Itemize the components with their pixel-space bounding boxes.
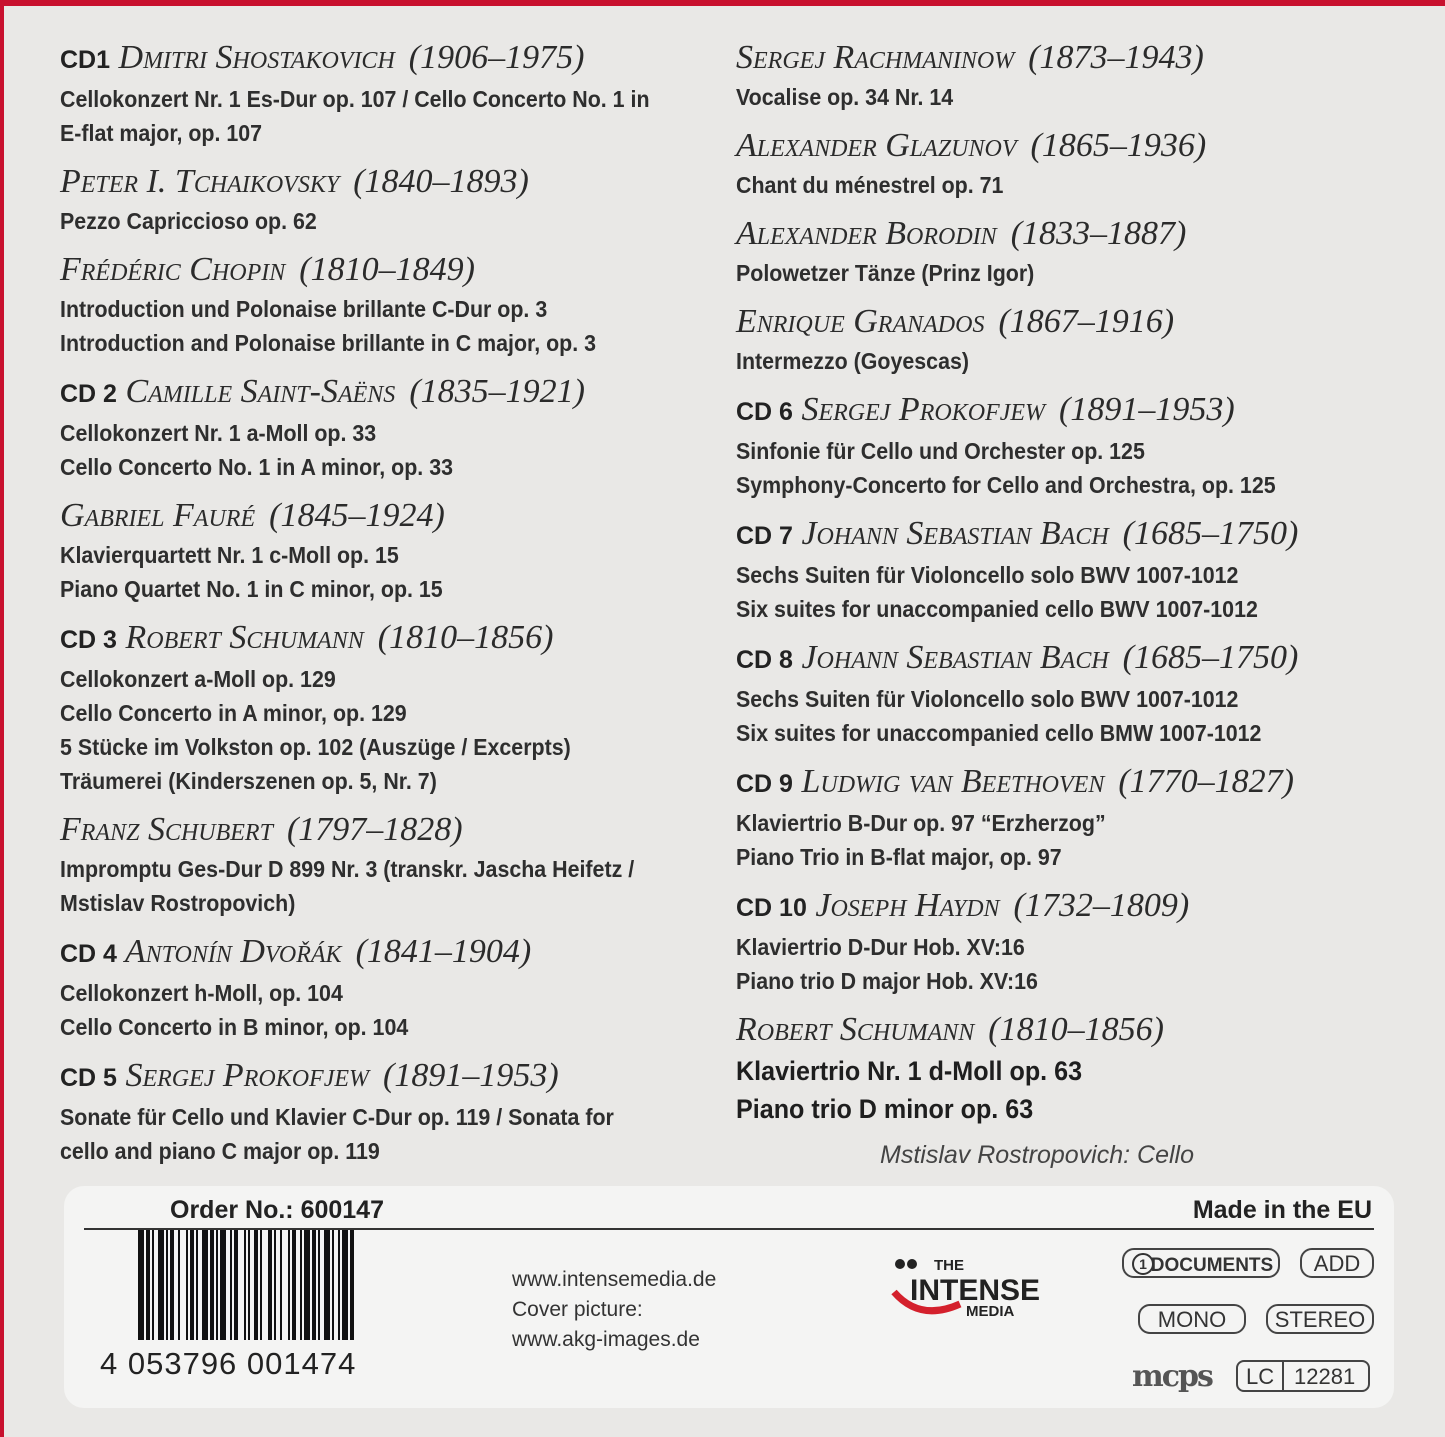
- composer-heading: [736, 388, 1426, 434]
- composer-name: Joseph Haydn: [815, 887, 1000, 924]
- composer-years: (1891–1953): [1059, 391, 1235, 428]
- composer-years: (1906–1975): [408, 39, 585, 76]
- barcode-bar: [318, 1230, 320, 1340]
- composer-years: (1685–1750): [1122, 639, 1299, 676]
- cd-entry: [736, 1008, 1426, 1128]
- logo-media-text: MEDIA: [966, 1303, 1015, 1320]
- barcode-bar: [190, 1230, 194, 1340]
- cd-number: CD 8: [736, 646, 793, 674]
- barcode-bar: [248, 1230, 250, 1340]
- barcode-bar: [166, 1230, 168, 1340]
- barcode-bar: [292, 1230, 296, 1340]
- composer-years: (1873–1943): [1028, 39, 1204, 76]
- cd-entry: [736, 124, 1426, 202]
- composer-heading: [736, 124, 1426, 168]
- cd-entry: [60, 1054, 720, 1168]
- work-title: Klaviertrio D-Dur Hob. XV:16: [736, 934, 1025, 960]
- cd-number: CD 4: [60, 940, 117, 968]
- composer-years: (1770–1827): [1118, 763, 1294, 800]
- tracklist-right: [736, 36, 1426, 1172]
- barcode-bar: [260, 1230, 262, 1340]
- composer-years: (1810–1856): [988, 1011, 1164, 1048]
- composer-heading: [736, 1008, 1426, 1052]
- logo-the-text: THE: [934, 1257, 964, 1274]
- documents-icon: 1: [1132, 1253, 1154, 1275]
- composer-years: (1810–1856): [377, 619, 554, 656]
- composer-heading: [60, 616, 720, 662]
- composer-years: (1835–1921): [409, 373, 585, 410]
- composer-years: (1810–1849): [299, 251, 475, 288]
- barcode-bar: [158, 1230, 164, 1340]
- cover-picture-label: Cover picture:: [512, 1298, 643, 1321]
- work-title: Piano Quartet No. 1 in C minor, op. 15: [60, 576, 443, 602]
- cd-entry: [60, 616, 720, 798]
- documents-label: DOCUMENTS: [1150, 1255, 1274, 1276]
- composer-years: (1732–1809): [1013, 887, 1190, 924]
- label-code: [1236, 1360, 1370, 1392]
- composer-heading: [736, 300, 1426, 344]
- barcode-bar: [210, 1230, 214, 1340]
- made-in-label: Made in the EU: [1192, 1196, 1372, 1224]
- work-title: cello and piano C major op. 119: [60, 1138, 380, 1164]
- barcode-bar: [196, 1230, 198, 1340]
- barcode-bar: [244, 1230, 246, 1340]
- lc-number: 12281: [1294, 1364, 1356, 1389]
- composer-name: Johann Sebastian Bach: [801, 639, 1109, 676]
- composer-name: Johann Sebastian Bach: [801, 515, 1109, 552]
- barcode-bar: [234, 1230, 238, 1340]
- work-title: Piano Trio in B-flat major, op. 97: [736, 844, 1062, 870]
- barcode-bar: [268, 1230, 272, 1340]
- barcode-bar: [312, 1230, 316, 1340]
- cd-entry: [736, 36, 1426, 114]
- composer-heading: [736, 760, 1426, 806]
- work-title: Six suites for unaccompanied cello BWV 1007-1012: [736, 596, 1258, 622]
- stereo-badge: STEREO: [1266, 1304, 1374, 1334]
- work-title: Sechs Suiten für Violoncello solo BWV 1007-1012: [736, 562, 1239, 588]
- barcode-bar: [288, 1230, 290, 1340]
- composer-heading: [736, 884, 1426, 930]
- documents-badge: [1122, 1248, 1280, 1278]
- cd-entry: [60, 248, 720, 360]
- barcode-bar: [152, 1230, 154, 1340]
- mcps-logo: mcps: [1132, 1359, 1212, 1394]
- cd-entry: [60, 370, 720, 484]
- cd-entry: [736, 388, 1426, 502]
- composer-name: Robert Schumann: [736, 1011, 975, 1048]
- work-title: Klaviertrio Nr. 1 d-Moll op. 63: [736, 1056, 1083, 1086]
- work-title: Pezzo Capriccioso op. 62: [60, 208, 317, 234]
- composer-heading: [60, 808, 720, 852]
- composer-name: Sergej Rachmaninow: [736, 39, 1015, 76]
- cd-entry: [736, 760, 1426, 874]
- work-title: Klaviertrio B-Dur op. 97 “Erzherzog”: [736, 810, 1106, 836]
- composer-years: (1840–1893): [353, 163, 529, 200]
- composer-name: Antonín Dvořák: [124, 933, 342, 970]
- composer-name: Frédéric Chopin: [60, 251, 286, 288]
- cd-number: CD 3: [60, 626, 117, 654]
- composer-name: Sergej Prokofjew: [801, 391, 1045, 428]
- composer-heading: [60, 930, 720, 976]
- work-title: Klavierquartett Nr. 1 c-Moll op. 15: [60, 542, 399, 568]
- cd-entry: [60, 808, 720, 920]
- composer-years: (1833–1887): [1010, 215, 1187, 252]
- barcode-bar: [230, 1230, 232, 1340]
- composer-name: Gabriel Fauré: [60, 497, 256, 534]
- work-title: Cello Concerto in B minor, op. 104: [60, 1014, 409, 1040]
- lc-label: LC: [1246, 1364, 1275, 1389]
- barcode-bar: [170, 1230, 174, 1340]
- composer-name: Peter I. Tchaikovsky: [60, 163, 340, 200]
- composer-heading: [60, 494, 720, 538]
- composer-name: Camille Saint-Saëns: [125, 373, 396, 410]
- composer-name: Franz Schubert: [60, 811, 273, 848]
- barcode-bar: [324, 1230, 330, 1340]
- work-title: Vocalise op. 34 Nr. 14: [736, 84, 954, 110]
- barcode-bar: [254, 1230, 258, 1340]
- cd-entry: [736, 512, 1426, 626]
- composer-name: Alexander Glazunov: [736, 127, 1017, 164]
- performer-credit: Mstislav Rostropovich: Cello: [880, 1141, 1194, 1169]
- cover-picture-site[interactable]: www.akg-images.de: [512, 1328, 700, 1351]
- cd-entry: [736, 300, 1426, 378]
- work-title: Sechs Suiten für Violoncello solo BWV 1007-1012: [736, 686, 1239, 712]
- barcode-bar: [146, 1230, 150, 1340]
- composer-years: (1841–1904): [355, 933, 532, 970]
- barcode-bar: [300, 1230, 302, 1340]
- composer-heading: [60, 1054, 720, 1100]
- barcode-bars: [94, 1230, 494, 1350]
- composer-years: (1891–1953): [383, 1057, 559, 1094]
- barcode-bar: [304, 1230, 310, 1340]
- order-number: Order No.: 600147: [170, 1196, 384, 1224]
- work-title: Symphony-Concerto for Cello and Orchestra, op. 125: [736, 472, 1276, 498]
- composer-name: Ludwig van Beethoven: [801, 763, 1105, 800]
- intense-media-logo: [890, 1256, 1060, 1326]
- cd-entry: [736, 884, 1426, 998]
- work-title: Sinfonie für Cello und Orchester op. 125: [736, 438, 1145, 464]
- barcode-bar: [280, 1230, 282, 1340]
- composer-name: Dmitri Shostakovich: [118, 39, 395, 76]
- barcode-bar: [338, 1230, 340, 1340]
- work-title: Six suites for unaccompanied cello BMW 1007-1012: [736, 720, 1262, 746]
- composer-heading: [60, 370, 720, 416]
- work-title: Mstislav Rostropovich): [60, 890, 296, 916]
- barcode-bar: [138, 1230, 144, 1340]
- tracklist-left: [60, 36, 720, 1178]
- work-title: E-flat major, op. 107: [60, 120, 263, 146]
- work-title: Piano trio D major Hob. XV:16: [736, 968, 1038, 994]
- work-title: Cellokonzert h-Moll, op. 104: [60, 980, 343, 1006]
- cd-number: CD 7: [736, 522, 793, 550]
- composer-name: Sergej Prokofjew: [125, 1057, 369, 1094]
- mono-badge: MONO: [1138, 1304, 1246, 1334]
- barcode-bar: [178, 1230, 180, 1340]
- cd-number: CD 2: [60, 380, 117, 408]
- composer-years: (1867–1916): [998, 303, 1175, 340]
- composer-years: (1797–1828): [286, 811, 463, 848]
- composer-name: Alexander Borodin: [736, 215, 997, 252]
- barcode-bar: [332, 1230, 334, 1340]
- barcode-bar: [220, 1230, 226, 1340]
- composer-heading: [60, 36, 720, 82]
- work-title: Introduction und Polonaise brillante C-Dur op. 3: [60, 296, 548, 322]
- work-title: Chant du ménestrel op. 71: [736, 172, 1004, 198]
- work-title: Sonate für Cello und Klavier C-Dur op. 119 / Sonata for: [60, 1104, 614, 1130]
- cd-number: CD 9: [736, 770, 793, 798]
- work-title: Intermezzo (Goyescas): [736, 348, 969, 374]
- work-title: Cellokonzert Nr. 1 a-Moll op. 33: [60, 420, 377, 446]
- work-title: Polowetzer Tänze (Prinz Igor): [736, 260, 1035, 286]
- work-title: Cello Concerto in A minor, op. 129: [60, 700, 407, 726]
- work-title: Cellokonzert a-Moll op. 129: [60, 666, 336, 692]
- barcode-bar: [342, 1230, 348, 1340]
- work-title: Impromptu Ges-Dur D 899 Nr. 3 (transkr. Jascha Heifetz /: [60, 856, 635, 882]
- composer-years: (1685–1750): [1122, 515, 1299, 552]
- add-badge: ADD: [1300, 1248, 1374, 1278]
- barcode-bar: [274, 1230, 276, 1340]
- barcode-bar: [202, 1230, 208, 1340]
- barcode-bar: [186, 1230, 188, 1340]
- composer-heading: [736, 636, 1426, 682]
- cd-entry: [60, 36, 720, 150]
- barcode-bar: [350, 1230, 354, 1340]
- work-title: Träumerei (Kinderszenen op. 5, Nr. 7): [60, 768, 437, 794]
- website-link[interactable]: www.intensemedia.de: [512, 1268, 717, 1291]
- composer-heading: [60, 160, 720, 204]
- composer-years: (1865–1936): [1030, 127, 1207, 164]
- cd-entry: [60, 160, 720, 238]
- work-title: Cello Concerto No. 1 in A minor, op. 33: [60, 454, 453, 480]
- composer-heading: [736, 36, 1426, 80]
- composer-years: (1845–1924): [269, 497, 445, 534]
- product-info-box: [64, 1186, 1394, 1408]
- work-title: 5 Stücke im Volkston op. 102 (Auszüge / Excerpts): [60, 734, 571, 760]
- work-title: Cellokonzert Nr. 1 Es-Dur op. 107 / Cello Concerto No. 1 in: [60, 86, 650, 112]
- barcode: [94, 1230, 494, 1390]
- composer-heading: [736, 512, 1426, 558]
- cd-entry: [60, 494, 720, 606]
- cd-number: CD 10: [736, 894, 807, 922]
- cd-number: CD 6: [736, 398, 793, 426]
- cd-entry: [60, 930, 720, 1044]
- cd-entry: [736, 636, 1426, 750]
- barcode-bar: [216, 1230, 218, 1340]
- cd-number: CD1: [60, 46, 111, 74]
- logo-intense-text: INTENSE: [910, 1274, 1041, 1307]
- composer-name: Enrique Granados: [736, 303, 985, 340]
- cd-entry: [736, 212, 1426, 290]
- cd-number: CD 5: [60, 1064, 117, 1092]
- work-title: Piano trio D minor op. 63: [736, 1094, 1034, 1124]
- composer-name: Robert Schumann: [125, 619, 364, 656]
- composer-heading: [736, 212, 1426, 256]
- ean-number: 4 053796 001474: [100, 1346, 357, 1381]
- work-title: Introduction and Polonaise brillante in C major, op. 3: [60, 330, 596, 356]
- composer-heading: [60, 248, 720, 292]
